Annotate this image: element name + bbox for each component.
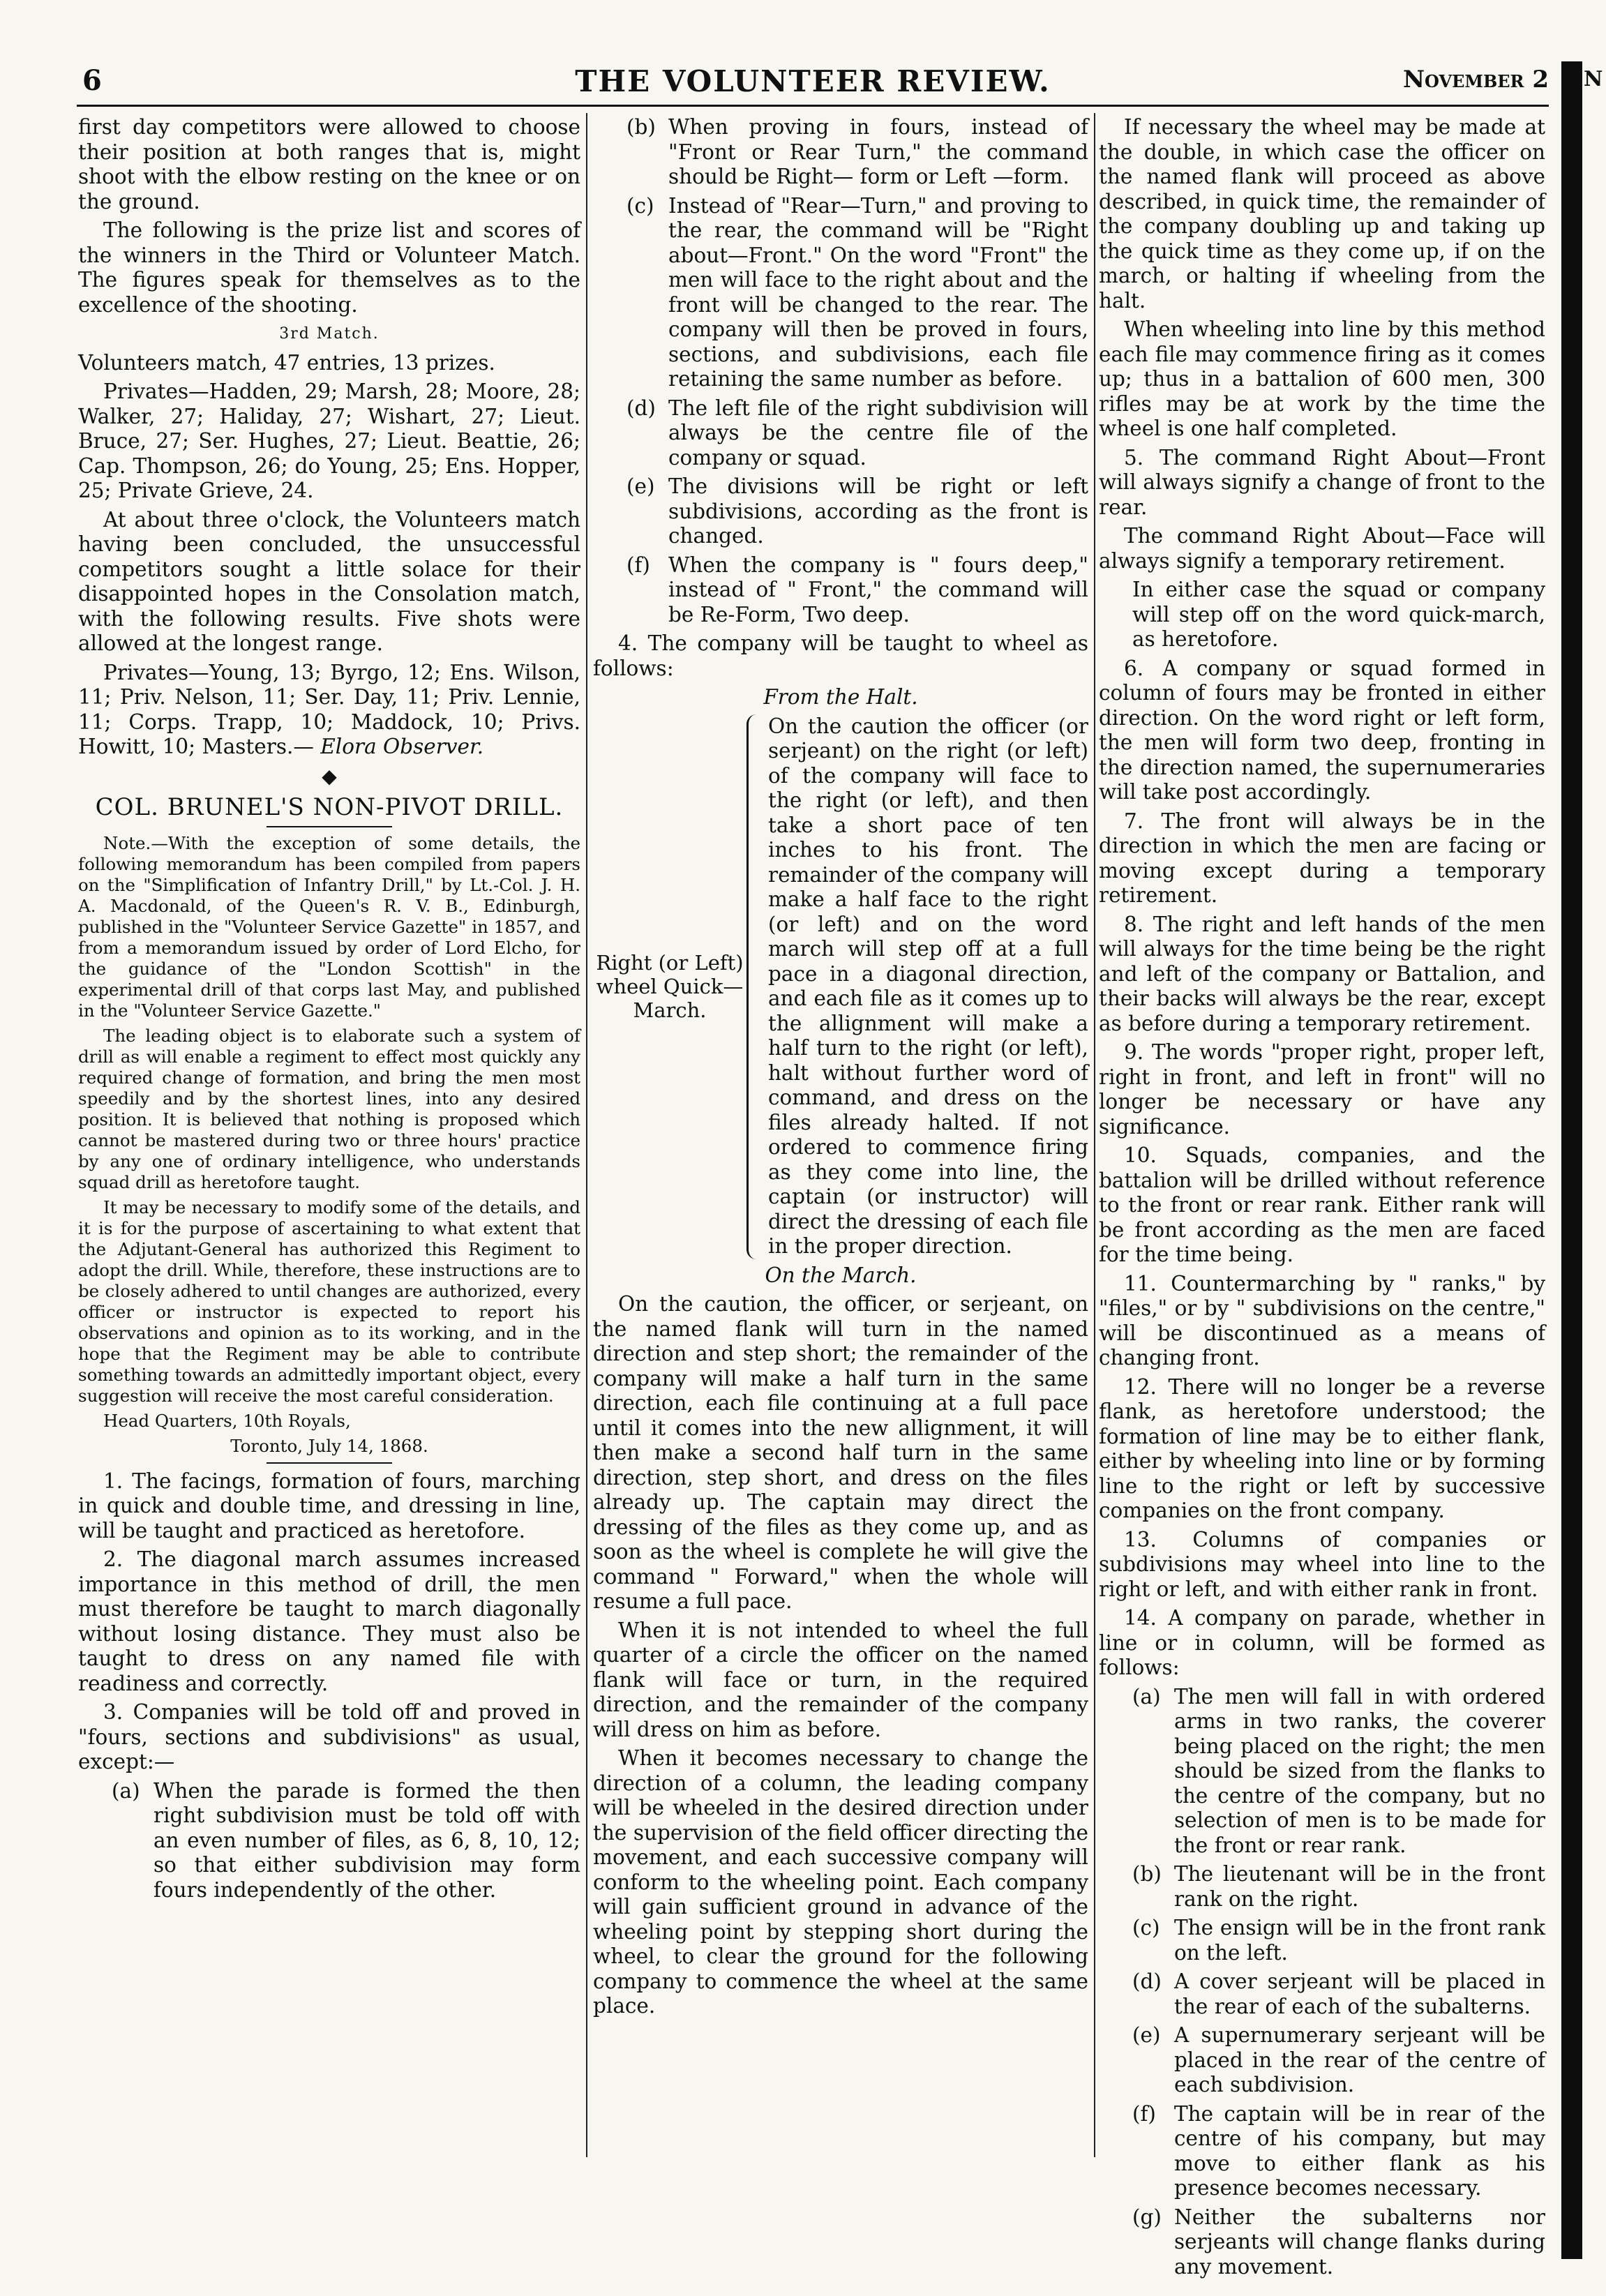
numbered-paragraph: 9. The words "proper right, proper left, right in front, and left in front" will no longer be necessary or have any significance.: [1099, 1040, 1545, 1139]
numbered-paragraph: 2. The diagonal march assumes increased importance in this method of drill, the men must therefore be taught to march diagonally without losing distance. They must also be taught to dress on any named file with readiness and correctly.: [78, 1547, 580, 1695]
numbered-paragraph: 10. Squads, companies, and the battalion will be drilled without reference to the front or rear rank. Either rank will be front according as the men are faced for the time being.: [1099, 1143, 1545, 1266]
list-item: [1132, 1969, 1545, 2019]
item-label: (c): [626, 193, 654, 218]
list-item: [626, 396, 1088, 471]
numbered-paragraph: 5. The command Right About—Front will always signify a change of front to the rear.: [1099, 445, 1545, 519]
paragraph: In either case the squad or company will step off on the word quick-march, as heretofore.: [1132, 578, 1545, 651]
paragraph: Volunteers match, 47 entries, 13 prizes.: [78, 350, 495, 375]
paragraph: first day competitors were allowed to choose their position at both ranges that is, might shoot with the elbow resting on the knee or on the ground.: [78, 115, 580, 213]
masthead-title: THE VOLUNTEER REVIEW.: [575, 64, 1051, 98]
item-label: (b): [626, 115, 656, 139]
column-rule: [1094, 113, 1095, 2157]
item-text: When proving in fours, instead of "Front or Rear Turn," the command should be Right— form or Left —form.: [668, 115, 1088, 188]
brace-block: [593, 714, 1088, 1259]
item-label: (a): [112, 1778, 140, 1803]
editor-note: Note.—With the exception of some details, the following memorandum has been compiled from papers on the "Simplification of Infantry Drill," by Lt.-Col. J. H. A. Macdonald, of the Queen's R. V. B., Edinburgh, published in the "Volunteer Service Gazette" in 1857, and from a memorandum issued by order of Lord Elcho, for the guidance of the "London Scottish" in the experimental drill of that corps last May, and published in the "Volunteer Service Gazette.": [78, 832, 580, 1021]
subheading: On the March.: [765, 1263, 917, 1287]
item-label: (e): [626, 474, 655, 498]
column-2: [593, 115, 1088, 2023]
page-number: 6: [82, 64, 102, 97]
numbered-paragraph: 3. Companies will be told off and proved in "fours, sections and subdivisions" as usual, except:—: [78, 1700, 580, 1773]
subheading: From the Halt.: [763, 685, 918, 709]
numbered-paragraph: 4. The company will be taught to wheel as follows:: [593, 631, 1088, 680]
item-text: The lieutenant will be in the front rank on the right.: [1174, 1862, 1545, 1911]
command-explanation: On the caution the officer (or serjeant) on the right (or left) of the company will face to the right (or left), and then take a short pace of ten inches to his front. The remainder of the company will make a half face to the right (or left) and on the word march will step off at a full pace in a diagonal direction, and each file as it comes up to the allignment will make a half turn to the right (or left), halt without further word of command, and dress on the files already halted. If not ordered to commence firing as they come into line, the captain (or instructor) will direct the dressing of each file in the proper direction.: [768, 714, 1088, 1258]
paragraph: When it is not intended to wheel the full quarter of a circle the officer on the named flank will face or turn, in the required direction, and the remainder of the company will dress on him as before.: [593, 1618, 1088, 1741]
list-item: [1132, 1685, 1545, 1859]
curly-brace: [746, 714, 763, 1259]
divider-rule: [267, 1462, 392, 1464]
item-label: (e): [1132, 2023, 1161, 2047]
item-text: Instead of "Rear—Turn," and proving to the rear, the command will be "Right about—Front." On the word "Front" the men will face to the right about and the front will be changed to the rear. The company will then be proved in fours, sections, and subdivisions, each file retaining the same number as before.: [668, 193, 1088, 391]
paragraph: If necessary the wheel may be made at the double, in which case the officer on the named flank will proceed as above described, in quick time, the remainder of the company doubling up and taking up the quick time as they come up, if on the march, or halting if wheeling from the halt.: [1099, 115, 1545, 313]
dateline: Toronto, July 14, 1868.: [230, 1435, 428, 1456]
item-label: (a): [1132, 1684, 1161, 1709]
section-heading: 3rd Match.: [279, 325, 380, 343]
item-label: (d): [626, 396, 656, 420]
numbered-paragraph: 12. There will no longer be a reverse flank, as heretofore understood; the formation of line may be to either flank, either by wheeling into line or by forming line to the right or left by successive companies on the front company.: [1099, 1374, 1545, 1522]
paragraph: When wheeling into line by this method each file may commence firing as it comes up; thus in a battalion of 600 men, 300 rifles may be at work by the time the wheel is one half completed.: [1099, 317, 1545, 440]
numbered-paragraph: 13. Columns of companies or subdivisions may wheel into line to the right or left, and with either rank in front.: [1099, 1527, 1545, 1601]
list-item: [1132, 2102, 1545, 2201]
item-text: When the company is " fours deep," instead of " Front," the command will be Re-Form, Two deep.: [668, 553, 1088, 626]
column-1: [78, 115, 580, 1907]
item-label: (f): [1132, 2101, 1156, 2126]
numbered-paragraph: 1. The facings, formation of fours, marching in quick and double time, and dressing in line, will be taught and practiced as heretofore.: [78, 1469, 580, 1543]
paragraph: The leading object is to elaborate such a system of drill as will enable a regiment to effect most quickly any required change of formation, and bring the men most speedily and by the shortest lines, into any desired position. It is believed that nothing is proposed which cannot be mastered during two or three hours' practice by any one of ordinary intelligence, who understands squad drill as heretofore taught.: [78, 1025, 580, 1192]
header-rule: [77, 105, 1549, 107]
column-rule: [586, 113, 587, 2157]
issue-date: November 2: [1402, 66, 1549, 93]
item-text: A supernumerary serjeant will be placed in the rear of the centre of each subdivision.: [1174, 2023, 1545, 2096]
paragraph: When it becomes necessary to change the direction of a column, the leading company will be wheeled in the desired direction under the supervision of the field officer directing the movement, and each successive company will conform to the wheeling point. Each company will gain sufficient ground in advance of the wheeling point by stepping short during the wheel, to clear the ground for the following company to commence the wheel at the same place.: [593, 1746, 1088, 2018]
list-item: [1132, 1862, 1545, 1912]
numbered-paragraph: 8. The right and left hands of the men will always for the time being be the right and left of the company or Battalion, and their backs will always be the rear, except as before during a temporary retirement.: [1099, 912, 1545, 1035]
column-3: [1099, 115, 1545, 2283]
item-text: The captain will be in rear of the centre of his company, but may move to either flank as his presence becomes necessary.: [1174, 2101, 1545, 2200]
headquarters-line: Head Quarters, 10th Royals,: [103, 1410, 351, 1431]
paragraph: At about three o'clock, the Volunteers match having been concluded, the unsuccessful competitors sought a little solace for their disappointed hopes in the Consolation match, with the following results. Five shots were allowed at the longest range.: [78, 507, 580, 655]
paragraph: It may be necessary to modify some of the details, and it is for the purpose of ascertaining to what extent that the Adjutant-General has authorized this Regiment to adopt the drill. While, therefore, these instructions are to be closely adhered to until changes are authorized, every officer or instructor is expected to report his observations and opinion as to its working, and in the hope that the Regiment may be able to contribute something towards an admittedly important object, every suggestion will receive the most careful consideration.: [78, 1196, 580, 1406]
item-text: The divisions will be right or left subdivisions, according as the front is changed.: [668, 474, 1088, 548]
list-item: [626, 474, 1088, 549]
item-label: (g): [1132, 2205, 1162, 2229]
list-item: [626, 194, 1088, 392]
item-text: The ensign will be in the front rank on the left.: [1174, 1916, 1545, 1965]
numbered-paragraph: 11. Countermarching by " ranks," by "files," or by " subdivisions on the centre," will be discontinued as a means of changing front.: [1099, 1271, 1545, 1370]
numbered-paragraph: 6. A company or squad formed in column of fours may be fronted in either direction. On the word right or left form, the men will form two deep, fronting in the direction named, the supernumeraries will take post accordingly.: [1099, 656, 1545, 804]
consolation-results: Privates—Young, 13; Byrgo, 12; Ens. Wilson, 11; Priv. Nelson, 11; Ser. Day, 11; Priv. Lennie, 11; Corps. Trapp, 10; Maddock, 10; Privs. Howitt, 10; Masters.—: [78, 660, 580, 758]
paragraph: The following is the prize list and scores of the winners in the Third or Volunteer Match. The figures speak for themselves as to the excellence of the shooting.: [78, 218, 580, 317]
paragraph: The command Right About—Face will always signify a temporary retirement.: [1099, 524, 1545, 573]
list-item: [1132, 2205, 1545, 2280]
item-label: (b): [1132, 1862, 1162, 1886]
prize-list: Privates—Hadden, 29; Marsh, 28; Moore, 28; Walker, 27; Haliday, 27; Wishart, 27; Lieut. Bruce, 27; Ser. Hughes, 27; Lieut. Beattie, 26; Cap. Thompson, 26; do Young, 25; Ens. Hopper, 25; Private Grieve, 24.: [78, 380, 580, 502]
item-text: When the parade is formed the then right subdivision must be told off with an even number of files, as 6, 8, 10, 12; so that either subdivision may form fours independently of the other.: [153, 1778, 580, 1902]
item-text: The men will fall in with ordered arms in two ranks, the coverer being placed on the right; the men should be sized from the flanks to the centre of the company, but no selection of men is to be made for the front or rear rank.: [1174, 1684, 1545, 1857]
paragraph: On the caution, the officer, or serjeant, on the named flank will turn in the named direction and step short; the remainder of the company will make a half turn in the same direction, each file continuing at a full pace until it comes into the new allignment, it will then make a second half turn in the same direction, step short, and dress on the files already up. The captain may direct the dressing of the files as they come up, and as soon as the wheel is complete he will give the command " Forward," when the whole will resume a full pace.: [593, 1292, 1088, 1613]
item-text: The left file of the right subdivision will always be the centre file of the company or squad.: [668, 396, 1088, 470]
scan-edge-shadow: [1561, 61, 1582, 2259]
source-credit: Elora Observer.: [320, 735, 484, 758]
edge-letter: N: [1584, 67, 1603, 91]
title-rule: [267, 826, 392, 827]
ornament-divider: ◆: [322, 764, 337, 788]
item-label: (d): [1132, 1969, 1162, 1993]
list-item: [112, 1779, 580, 1903]
item-label: (f): [626, 553, 650, 577]
item-label: (c): [1132, 1916, 1160, 1939]
numbered-paragraph: 7. The front will always be in the direction in which the men are facing or moving except during a temporary retirement.: [1099, 809, 1545, 907]
item-text: A cover serjeant will be placed in the rear of each of the subalterns.: [1174, 1969, 1545, 2018]
list-item: [626, 115, 1088, 190]
article-title: COL. BRUNEL'S NON-PIVOT DRILL.: [95, 793, 564, 821]
page-header: [77, 64, 1549, 106]
list-item: [626, 553, 1088, 628]
command-label: Right (or Left) wheel Quick—March.: [596, 951, 744, 1022]
numbered-paragraph: 14. A company on parade, whether in line or in column, will be formed as follows:: [1099, 1606, 1545, 1679]
prize-list: [78, 661, 580, 760]
list-item: [1132, 1916, 1545, 1965]
item-text: Neither the subalterns nor serjeants will change flanks during any movement.: [1174, 2205, 1545, 2279]
list-item: [1132, 2023, 1545, 2098]
